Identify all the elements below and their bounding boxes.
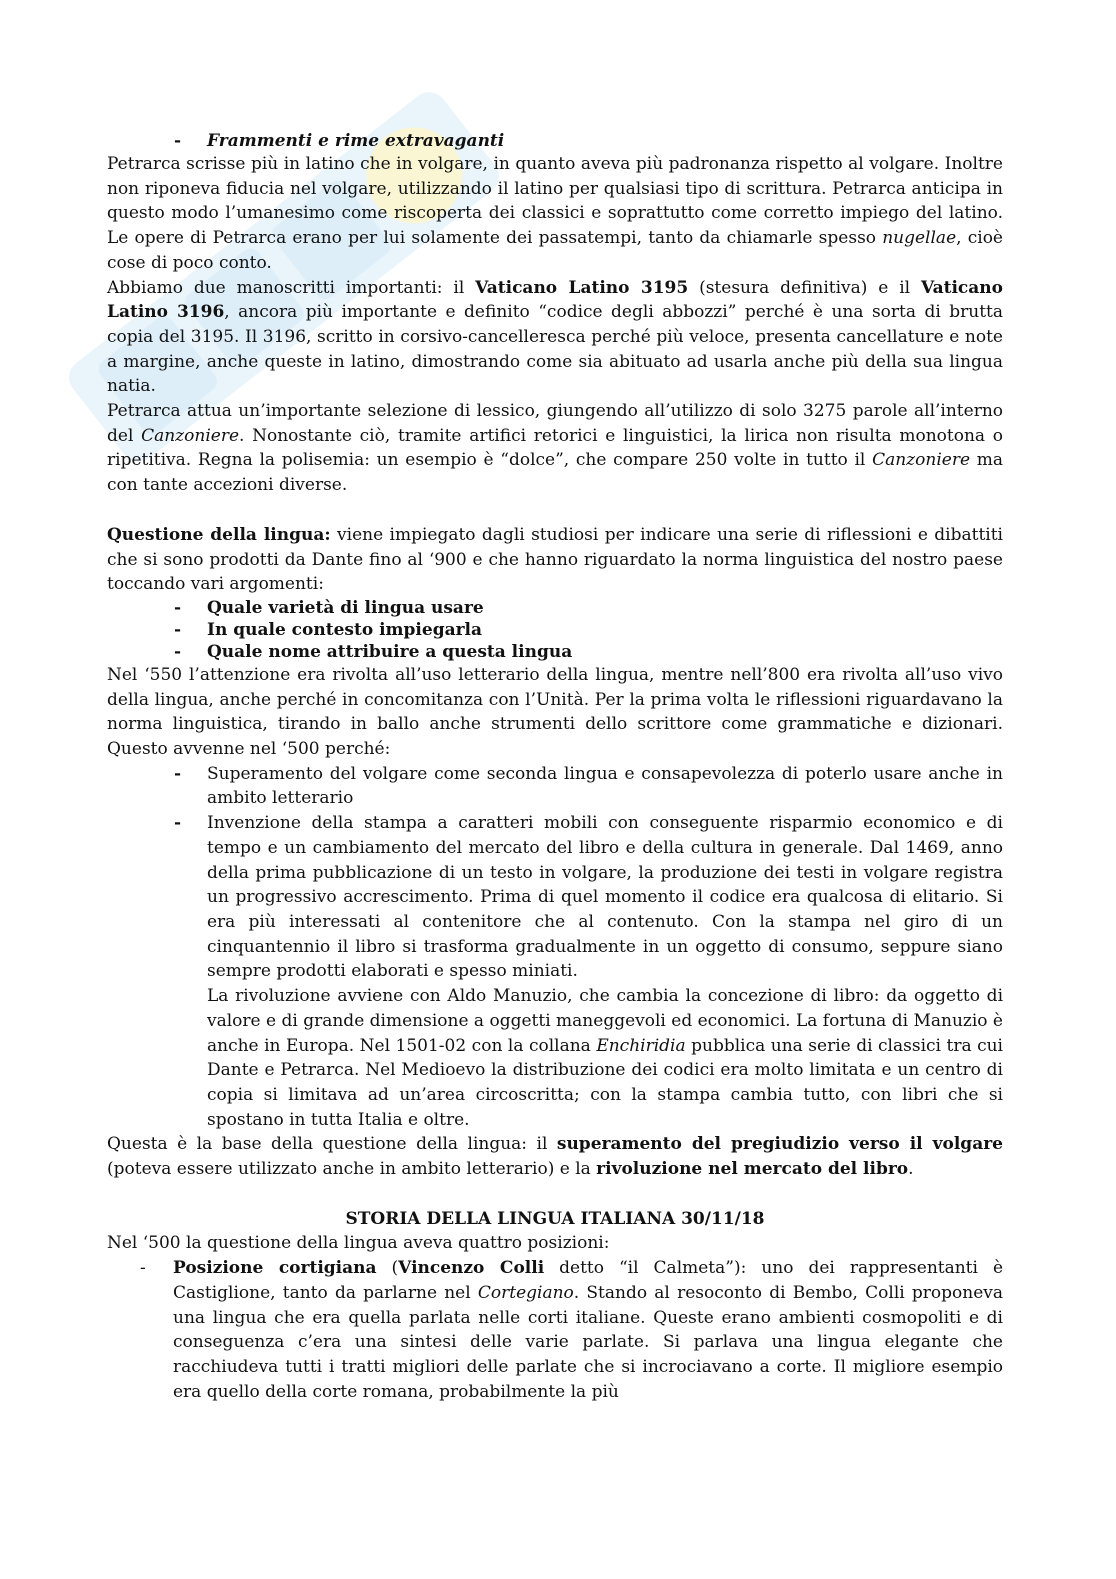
positions-list — [107, 1256, 1003, 1404]
list-item: - Frammenti e rime extravaganti — [174, 131, 505, 151]
list-item: - Quale varietà di lingua usare — [174, 597, 484, 618]
topic-list — [107, 597, 1003, 663]
paragraph: Questione della lingua: viene impiegato dagli studiosi per indicare una serie di riflessioni e dibattiti che si sono prodotti da Dante fino al ‘900 e che hanno riguardato la norma linguistica del nostro paese toccando vari argomenti: — [107, 524, 1003, 595]
paragraph: La rivoluzione avviene con Aldo Manuzio, che cambia la concezione di libro: da oggetto di valore e di grande dimensione a oggetti maneggevoli ed economici. La fortuna di Manuzio è anche in Europa. Nel 1501-02 con la collana Enchiridia pubblica una serie di classici tra cui Dante e Petrarca. Nel Medioevo la distribuzione dei codici era molto limitata e un centro di copia si limitava ad un’area circoscritta; con la stampa cambia tutto, con libri che si spostano in tutta Italia e oltre. — [207, 986, 1003, 1130]
paragraph: Nel ‘500 la questione della lingua aveva quattro posizioni: — [107, 1233, 610, 1254]
section-heading: Frammenti e rime extravaganti — [207, 131, 505, 151]
list-item: - Quale nome attribuire a questa lingua — [174, 641, 573, 662]
spacer — [107, 1182, 1003, 1207]
paragraph: Abbiamo due manoscritti importanti: il Vaticano Latino 3195 (stesura definitiva) e il Vaticano Latino 3196, ancora più importante e definito “codice degli abbozzi” perché è una sorta di brutta copia del 3195. Il 3196, scritto in corsivo-cancelleresca perché più veloce, presenta cancellature e note a margine, anche queste in latino, dimostrando come sia abituato ad usarla anche più della sua lingua natia. — [107, 277, 1003, 397]
document-body — [107, 130, 1003, 1404]
list-item: - Posizione cortigiana (Vincenzo Colli detto “il Calmeta”): uno dei rappresentanti è Castiglione, tanto da parlarne nel Cortegiano. Stando al resoconto di Bembo, Colli proponeva una lingua che era quella parlata nelle corti italiane. Queste erano ambienti cosmopoliti e di conseguenza c’era una sintesi delle varie parlate. Si parlava una lingua elegante che racchiudeva tutti i tratti migliori delle parlate che si incrociavano a corte. Il migliore esempio era quello della corte romana, probabilmente la più — [140, 1258, 1004, 1402]
section-title: STORIA DELLA LINGUA ITALIANA 30/11/18 — [345, 1208, 765, 1229]
list-item: - Invenzione della stampa a caratteri mobili con conseguente risparmio economico e di tempo e un cambiamento del mercato del libro e della cultura in generale. Dal 1469, anno della prima pubblicazione di un testo in volgare, la produzione dei testi in volgare registra un progressivo accrescimento. Prima di quel momento il codice era qualcosa di elitario. Si era più interessati al contenitore che al contenuto. Con la stampa nel giro di un cinquantennio il libro si trasforma gradualmente in un oggetto di consumo, seppure siano sempre prodotti elaborati e spesso miniati. — [174, 813, 1003, 982]
paragraph: Nel ‘550 l’attenzione era rivolta all’uso letterario della lingua, mentre nell’800 era rivolta all’uso vivo della lingua, anche perché in concomitanza con l’Unità. Per la prima volta le riflessioni riguardavano la norma linguistica, tirando in ballo anche strumenti dello scrittore come grammatiche e dizionari. Questo avvenne nel ‘500 perché: — [107, 664, 1003, 760]
paragraph: Questa è la base della questione della lingua: il superamento del pregiudizio verso il volgare (poteva essere utilizzato anche in ambito letterario) e la rivoluzione nel mercato del libro. — [107, 1134, 1003, 1180]
paragraph: Petrarca attua un’importante selezione di lessico, giungendo all’utilizzo di solo 3275 parole all’interno del Canzoniere. Nonostante ciò, tramite artifici retorici e linguistici, la lirica non risulta monotona o ripetitiva. Regna la polisemia: un esempio è “dolce”, che compare 250 volte in tutto il Canzoniere ma con tante accezioni diverse. — [107, 401, 1003, 496]
paragraph: Petrarca scrisse più in latino che in volgare, in quanto aveva più padronanza rispetto al volgare. Inoltre non riponeva fiducia nel volgare, utilizzando il latino per qualsiasi tipo di scrittura. Petrarca anticipa in questo modo l’umanesimo come riscoperta dei classici e soprattutto come corretto impiego del latino. Le opere di Petrarca erano per lui solamente dei passatempi, tanto da chiamarle spesso nugellae, cioè cose di poco conto. — [107, 154, 1003, 273]
list-item: - In quale contesto impiegarla — [174, 619, 483, 640]
list-item: - Superamento del volgare come seconda lingua e consapevolezza di poterlo usare anche in ambito letterario — [174, 763, 1003, 809]
reason-list — [107, 762, 1003, 984]
spacer — [107, 498, 1003, 523]
heading-list — [107, 130, 1003, 152]
